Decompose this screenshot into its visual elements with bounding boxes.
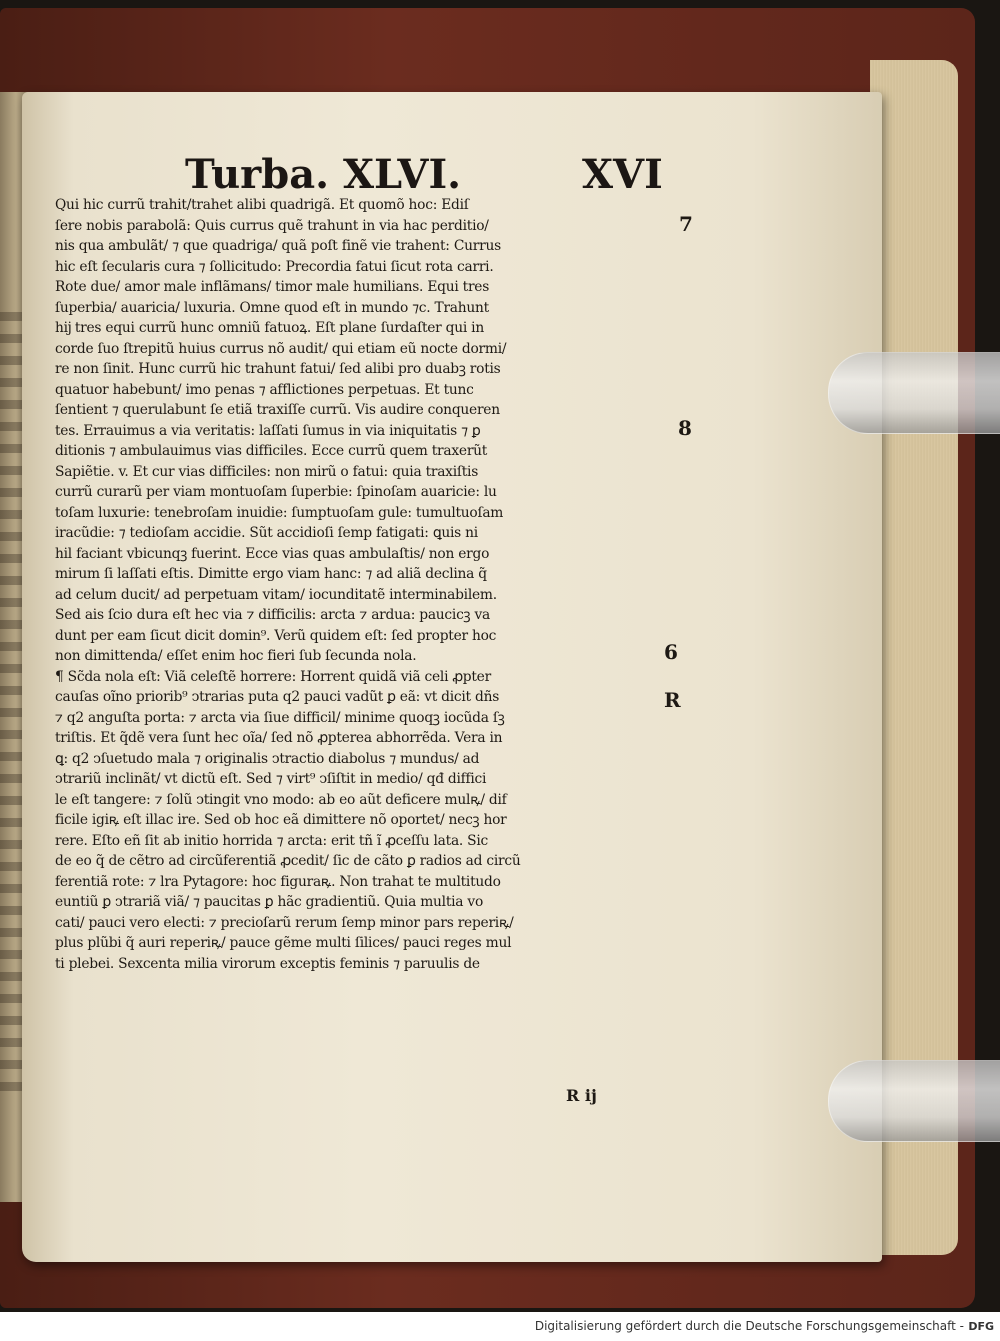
text-line: rere. Eſto eñ ſit ab initio horrida ⁊ arcta: erit tñ ĩ ꝓceſſu lata. Sic	[55, 832, 489, 849]
dfg-logo: DFG	[968, 1320, 994, 1333]
text-line: de eo q̃ de cẽtro ad circũferentiã ꝓcedit/ ſic de cãto ꝑ radios ad circũ	[55, 853, 521, 869]
funding-credit: Digitalisierung gefördert durch die Deutsche Forschungsgemeinschaft -	[534, 1319, 964, 1333]
margin-note: 6	[664, 640, 678, 664]
text-line: le eſt tangere: ⁊ ſolũ ↄtingit vno modo: ab eo aũt deficere mulꝶ/ dif	[55, 791, 507, 808]
page-clip-bottom	[828, 1060, 1000, 1142]
margin-note: 8	[678, 416, 692, 440]
text-line: ꝗ: q2 ↄſuetudo mala ⁊ originalis ↄtractio diabolus ⁊ mundus/ ad	[55, 750, 480, 767]
text-line: nis qua ambulãt/ ⁊ que quadriga/ quã poſt finẽ vie trahent: Currus	[55, 238, 501, 254]
text-line: ficile igiꝶ eſt illac ire. Sed ob hoc eã dimittere nõ oportet/ necꝫ hor	[55, 812, 507, 828]
folio-number: XVI	[582, 151, 663, 198]
text-line: re non ſinit. Hunc currũ hic trahunt fatui/ ſed alibi pro duabꝫ rotis	[55, 361, 501, 377]
footer-bar	[0, 1312, 1000, 1341]
text-line: triſtis. Et q̃dẽ vera ſunt hec oĩa/ ſed nõ ꝓpterea abhorrẽda. Vera in	[55, 730, 503, 746]
text-line: cauſas oĩno priorib⁹ ↄtrarias puta q2 pauci vadũt ꝑ eã: vt dicit dñs	[55, 689, 500, 705]
text-line: hic eſt ſecularis cura ⁊ ſollicitudo: Precordia fatui ſicut rota carri.	[55, 258, 494, 275]
text-line: tes. Errauimus a via veritatis: laſſati ſumus in via iniquitatis ⁊ ꝑ	[55, 422, 481, 439]
text-line: mirum ſi laſſati eſtis. Dimitte ergo viam hanc: ⁊ ad aliã declina q̃	[55, 566, 487, 582]
text-line: ¶ Sc̃da nola eſt: Viã celeſtẽ horrere: Horrent quidã viã celi ꝓpter	[55, 668, 491, 685]
text-line: corde ſuo ſtrepitũ huius currus nõ audit/ qui etiam eũ nocte dormi/	[55, 340, 507, 357]
text-line: cati/ pauci vero electi: ⁊ precioſarũ rerum ſemp minor pars reperiꝶ/	[55, 914, 514, 931]
text-line: ⁊ q2 anguſta porta: ⁊ arcta via ſiue difficil/ minime quoqꝫ iocũda ſꝫ	[55, 709, 505, 726]
running-title: Turba. XLVI.	[185, 151, 462, 198]
text-line: quatuor habebunt/ imo penas ⁊ afflictiones perpetuas. Et tunc	[55, 381, 474, 398]
margin-note: 7	[679, 212, 693, 236]
text-line: ferentiã rote: ⁊ lra Pytagore: hoc figuraꝶ. Non trahat te multitudo	[55, 873, 501, 890]
margin-note: R	[664, 688, 681, 712]
text-line: hĳ tres equi currũ hunc omniũ fatuoꝝ. Eſt plane ſurdaſter qui in	[55, 320, 484, 336]
text-line: ſuperbia/ auaricia/ luxuria. Omne quod eſt in mundo ⁊c. Trahunt	[55, 299, 489, 316]
text-line: ↄtrariũ inclinãt/ vt dictũ eſt. Sed ⁊ virt⁹ ↄſiſtit in medio/ qđ diffici	[55, 771, 487, 787]
text-line: Qui hic currũ trahit/trahet alibi quadrigã. Et quomõ hoc: Ediſ	[55, 197, 469, 213]
text-line: ſentient ⁊ querulabunt ſe etiã traxiſſe currũ. Vis audire conqueren	[55, 402, 500, 418]
text-line: ti plebei. Sexcenta milia virorum exceptis feminis ⁊ paruulis de	[55, 955, 480, 972]
text-line: toſam luxurie: tenebroſam inuidie: ſumptuoſam gule: tumultuoſam	[55, 504, 504, 521]
text-line: plus plũbi q̃ auri reperiꝶ/ pauce gẽme multi ſilices/ pauci reges mul	[55, 935, 512, 951]
text-line: Sapiẽtie. v. Et cur vias difficiles: non mirũ o fatui: quia traxiſtis	[55, 463, 479, 480]
page-clip-top	[828, 352, 1000, 434]
text-line: dunt per eam ſicut dicit domin⁹. Verũ quidem eſt: ſed propter hoc	[55, 627, 497, 644]
text-line: euntiũ ꝑ ↄtrariã viã/ ⁊ paucitas ꝑ hãc gradientiũ. Quia multia vo	[55, 894, 483, 910]
text-line: Sed ais ſcio dura eſt hec via ⁊ difficilis: arcta ⁊ ardua: paucicꝫ va	[55, 607, 491, 623]
signature-mark: R ĳ	[566, 1086, 597, 1105]
text-line: Rote due/ amor male inflãmans/ timor male humilians. Equi tres	[55, 279, 490, 295]
text-line: currũ curarũ per viam montuoſam ſuperbie: ſpinoſam auaricie: lu	[55, 484, 497, 500]
text-line: ſere nobis parabolã: Quis currus quẽ trahunt in via hac perditio/	[55, 217, 489, 234]
text-line: ditionis ⁊ ambulauimus vias difficiles. Ecce currũ quem traxerũt	[55, 443, 488, 459]
text-line: non dimittenda/ eſſet enim hoc fieri ſub ſecunda nola.	[55, 648, 417, 664]
body-text	[55, 195, 655, 974]
text-line: hil faciant vbicunqꝫ fuerint. Ecce vias quas ambulaſtis/ non ergo	[55, 545, 490, 562]
text-line: ad celum ducit/ ad perpetuam vitam/ iocunditatẽ interminabilem.	[55, 586, 497, 603]
text-line: iracũdie: ⁊ tedioſam accidie. Sũt accidioſi ſemp fatigati: ꝗuis ni	[55, 525, 478, 541]
